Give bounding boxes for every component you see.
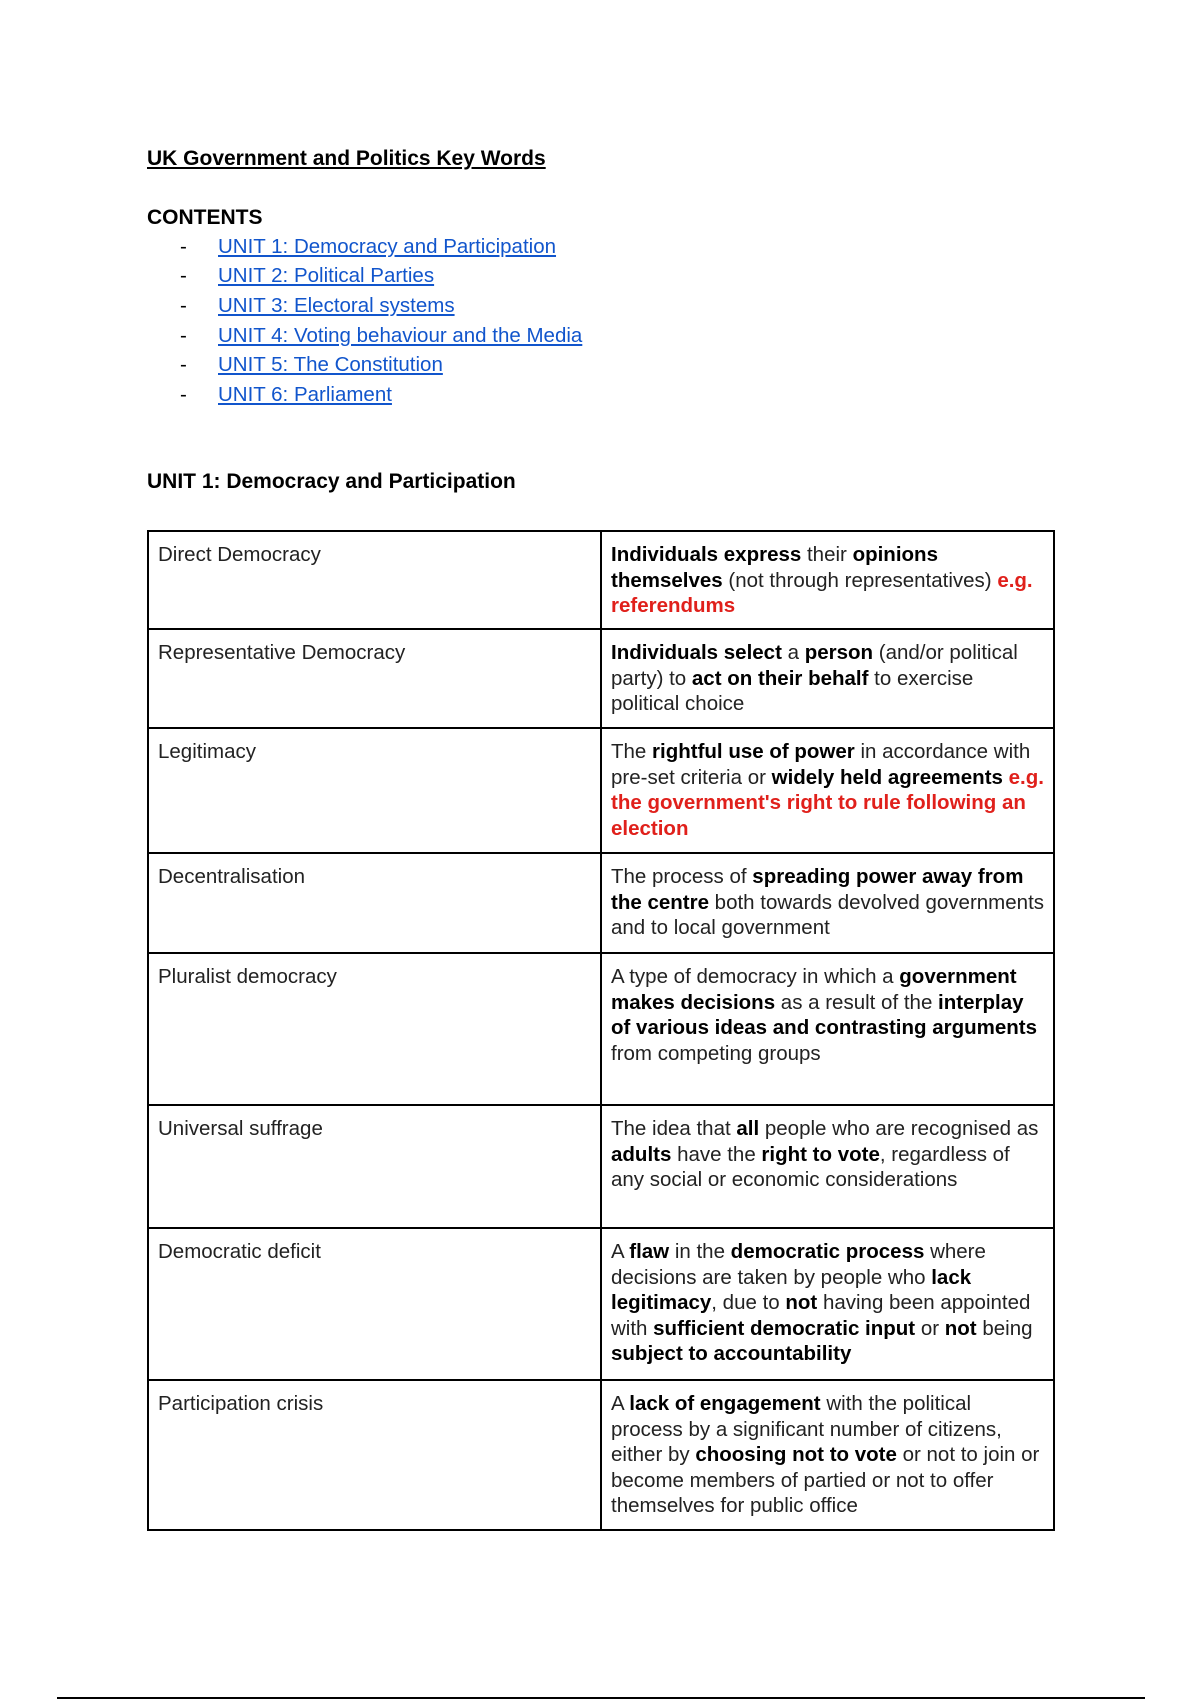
definition-text: or: [915, 1316, 945, 1340]
term-cell: Representative Democracy: [148, 629, 601, 728]
definition-text: to exercise political choice: [611, 666, 974, 715]
definition-text: The idea that: [611, 1117, 737, 1140]
definition-text: , regardless of any social or economic considerations: [611, 1142, 1010, 1191]
term-cell: Universal suffrage: [148, 1105, 601, 1228]
definition-text: their: [801, 543, 853, 566]
contents-item: [180, 380, 582, 410]
table-row: [148, 953, 1054, 1105]
emphasis-text: spreading power away from the centre: [611, 865, 1024, 914]
definition-text: with the political process by a significant number of citizens, either by: [611, 1392, 1002, 1466]
table-row: [148, 1228, 1054, 1380]
definition-text: in the: [669, 1240, 731, 1263]
definition-text: A: [611, 1392, 630, 1415]
emphasis-text: opinions themselves: [611, 543, 938, 592]
contents-item: [180, 350, 582, 380]
emphasis-text: choosing not to vote: [695, 1443, 897, 1466]
emphasis-text: lack of engagement: [629, 1392, 821, 1415]
contents-link[interactable]: UNIT 4: Voting behaviour and the Media: [218, 323, 583, 347]
emphasis-text: widely held agreements: [771, 765, 1003, 789]
definition-text: A type of democracy in which a: [611, 965, 900, 988]
table-row: [148, 629, 1054, 728]
contents-item: [180, 232, 582, 262]
definition-cell: [601, 629, 1054, 728]
list-bullet: -: [180, 264, 187, 288]
emphasis-text: right to vote: [761, 1142, 880, 1166]
definition-text: a: [781, 641, 805, 664]
emphasis-text: not: [944, 1316, 977, 1340]
contents-link[interactable]: UNIT 2: Political Parties: [218, 264, 435, 288]
definition-text: have the: [671, 1142, 762, 1166]
emphasis-text: lack legitimacy: [611, 1265, 972, 1314]
unit-1-heading: UNIT 1: Democracy and Participation: [147, 470, 516, 493]
list-bullet: -: [180, 382, 187, 406]
definition-text: The process of: [611, 865, 753, 888]
list-bullet: -: [180, 234, 187, 258]
list-bullet: -: [180, 293, 187, 317]
key-words-table: [147, 530, 1055, 1531]
table-row: [148, 531, 1054, 629]
example-text: e.g. the government's right to rule following an election: [611, 765, 1044, 840]
contents-item: [180, 291, 582, 321]
definition-text: as a result of the: [775, 990, 939, 1014]
contents-item: [180, 321, 582, 351]
definition-text: (and/or political party) to: [611, 641, 1018, 690]
definition-cell: [601, 1380, 1054, 1530]
table-of-contents: [180, 232, 582, 410]
emphasis-text: all: [736, 1117, 760, 1140]
definition-text: or not to join or become members of partied or not to offer themselves for public office: [611, 1443, 1040, 1517]
document-title: UK Government and Politics Key Words: [147, 147, 546, 170]
term-cell: Pluralist democracy: [148, 953, 601, 1105]
definition-text: The: [611, 740, 653, 763]
table-row: [148, 728, 1054, 853]
contents-link[interactable]: UNIT 5: The Constitution: [218, 353, 443, 377]
contents-link[interactable]: UNIT 6: Parliament: [218, 382, 392, 406]
emphasis-text: Individuals select: [611, 641, 782, 664]
term-cell: Direct Democracy: [148, 531, 601, 629]
term-cell: Legitimacy: [148, 728, 601, 853]
definition-cell: [601, 531, 1054, 629]
term-cell: Democratic deficit: [148, 1228, 601, 1380]
page-divider: [57, 1697, 1145, 1699]
term-cell: Decentralisation: [148, 853, 601, 953]
definition-text: from competing groups: [611, 1041, 821, 1065]
contents-item: [180, 262, 582, 292]
definition-text: being: [976, 1316, 1033, 1340]
example-text: e.g. referendums: [611, 568, 1033, 617]
term-cell: Participation crisis: [148, 1380, 601, 1530]
contents-link[interactable]: UNIT 3: Electoral systems: [218, 293, 455, 317]
emphasis-text: rightful use of power: [652, 740, 855, 763]
table-row: [148, 1105, 1054, 1228]
emphasis-text: government makes decisions: [611, 965, 1017, 1014]
definition-text: , due to: [711, 1291, 786, 1314]
definition-cell: [601, 1105, 1054, 1228]
emphasis-text: person: [804, 641, 874, 664]
emphasis-text: sufficient democratic input: [653, 1316, 916, 1340]
definition-cell: [601, 853, 1054, 953]
definition-text: in accordance with pre-set criteria or: [611, 740, 1031, 789]
list-bullet: -: [180, 353, 187, 377]
table-row: [148, 853, 1054, 953]
definition-text: people who are recognised as: [759, 1117, 1039, 1140]
emphasis-text: not: [785, 1291, 818, 1314]
definition-text: (not through representatives): [722, 568, 998, 592]
emphasis-text: subject to accountability: [611, 1342, 852, 1365]
emphasis-text: flaw: [629, 1240, 670, 1263]
contents-heading: CONTENTS: [147, 206, 263, 229]
emphasis-text: Individuals express: [611, 543, 802, 566]
emphasis-text: adults: [611, 1142, 672, 1166]
table-row: [148, 1380, 1054, 1530]
emphasis-text: interplay of various ideas and contrasting arguments: [611, 990, 1038, 1039]
definition-text: both towards devolved governments and to local government: [611, 890, 1045, 939]
emphasis-text: act on their behalf: [691, 666, 869, 690]
definition-cell: [601, 1228, 1054, 1380]
definition-cell: [601, 953, 1054, 1105]
definition-text: where decisions are taken by people who: [611, 1240, 986, 1289]
contents-link[interactable]: UNIT 1: Democracy and Participation: [218, 234, 557, 258]
list-bullet: -: [180, 323, 187, 347]
emphasis-text: democratic process: [730, 1240, 925, 1263]
definition-text: having been appointed with: [611, 1291, 1031, 1340]
definition-text: A: [611, 1240, 630, 1263]
definition-cell: [601, 728, 1054, 853]
